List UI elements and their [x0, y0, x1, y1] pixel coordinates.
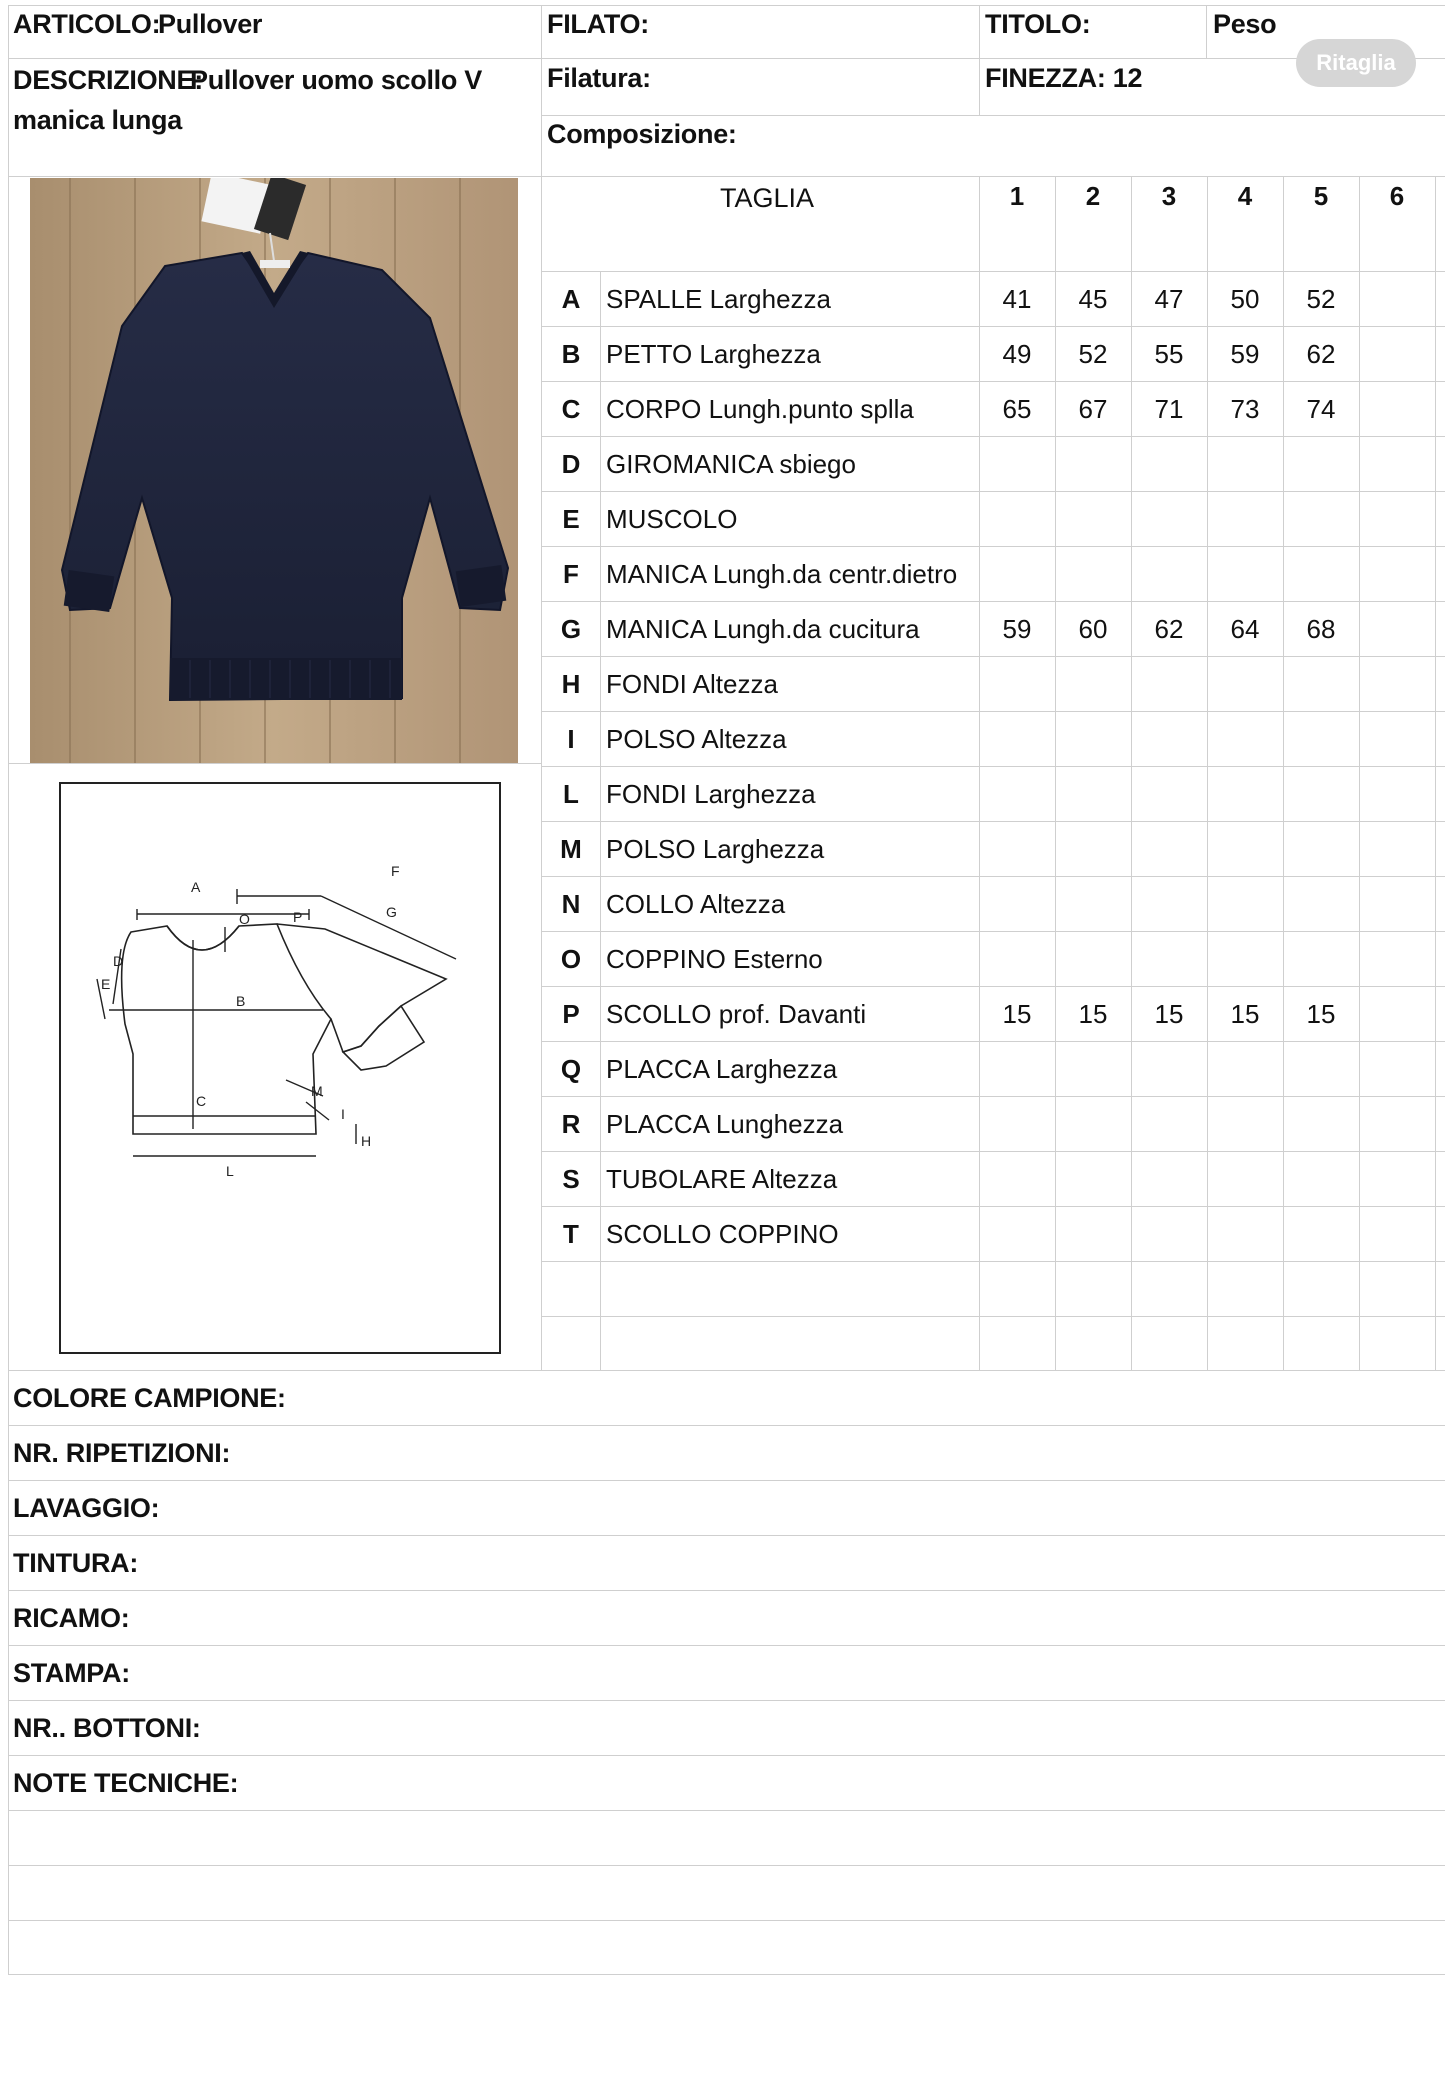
articolo-value: Pullover — [158, 9, 263, 39]
svg-text:O: O — [239, 911, 250, 927]
filato-label: FILATO: — [547, 9, 649, 39]
descrizione-line-2: manica lunga — [13, 105, 182, 135]
row-measurement-label: MANICA Lungh.da cucitura — [606, 614, 920, 644]
size-value-cell[interactable]: 74 — [1306, 394, 1336, 424]
row-letter: G — [560, 614, 582, 644]
size-value-cell[interactable]: 60 — [1078, 614, 1108, 644]
size-header-5: 5 — [1313, 181, 1329, 211]
size-value-cell[interactable]: 73 — [1230, 394, 1260, 424]
footer-field-label: TINTURA: — [13, 1548, 139, 1578]
svg-text:I: I — [341, 1106, 345, 1122]
row-letter: E — [562, 504, 580, 534]
taglia-header: TAGLIA — [720, 183, 815, 213]
footer-field-label: NR.. BOTTONI: — [13, 1713, 201, 1743]
descrizione-label: DESCRIZIONE: — [13, 65, 203, 95]
row-measurement-label: POLSO Larghezza — [606, 834, 825, 864]
row-measurement-label: TUBOLARE Altezza — [606, 1164, 838, 1194]
footer-field-label: NOTE TECNICHE: — [13, 1768, 239, 1798]
articolo-label: ARTICOLO: — [13, 9, 161, 39]
row-measurement-label: MUSCOLO — [606, 504, 738, 534]
svg-text:F: F — [391, 863, 400, 879]
row-letter: L — [563, 779, 579, 809]
svg-text:E: E — [101, 976, 111, 992]
row-letter: Q — [560, 1054, 582, 1084]
sweater-image — [30, 178, 518, 763]
filatura-label: Filatura: — [547, 63, 651, 93]
footer-field-label: LAVAGGIO: — [13, 1493, 160, 1523]
size-value-cell[interactable]: 64 — [1230, 614, 1260, 644]
row-letter: S — [562, 1164, 580, 1194]
size-value-cell[interactable]: 15 — [1002, 999, 1032, 1029]
svg-text:P: P — [293, 909, 303, 925]
size-value-cell[interactable]: 65 — [1002, 394, 1032, 424]
row-measurement-label: POLSO Altezza — [606, 724, 787, 754]
row-letter: M — [560, 834, 582, 864]
row-measurement-label: PLACCA Lunghezza — [606, 1109, 844, 1139]
size-value-cell[interactable]: 15 — [1306, 999, 1336, 1029]
row-measurement-label: FONDI Altezza — [606, 669, 778, 699]
svg-text:D: D — [113, 953, 124, 969]
size-value-cell[interactable]: 71 — [1154, 394, 1184, 424]
svg-text:C: C — [196, 1093, 207, 1109]
svg-text:H: H — [361, 1133, 372, 1149]
size-value-cell[interactable]: 47 — [1154, 284, 1184, 314]
size-value-cell[interactable]: 52 — [1078, 339, 1108, 369]
finezza-label: FINEZZA: 12 — [985, 63, 1143, 93]
svg-text:A: A — [191, 879, 201, 895]
row-measurement-label: PETTO Larghezza — [606, 339, 821, 369]
size-value-cell[interactable]: 68 — [1306, 614, 1336, 644]
composizione-label: Composizione: — [547, 119, 737, 149]
row-letter: F — [563, 559, 579, 589]
svg-text:M: M — [311, 1083, 323, 1099]
crop-button[interactable]: Ritaglia — [1296, 39, 1416, 87]
row-letter: R — [561, 1109, 581, 1139]
row-measurement-label: PLACCA Larghezza — [606, 1054, 838, 1084]
size-value-cell[interactable]: 50 — [1230, 284, 1260, 314]
size-value-cell[interactable]: 15 — [1154, 999, 1184, 1029]
size-value-cell[interactable]: 62 — [1306, 339, 1336, 369]
row-measurement-label: SCOLLO COPPINO — [606, 1219, 839, 1249]
size-value-cell[interactable]: 67 — [1078, 394, 1108, 424]
size-value-cell[interactable]: 62 — [1154, 614, 1184, 644]
sweater-diagram — [61, 784, 499, 1352]
row-letter: O — [560, 944, 582, 974]
row-letter: I — [567, 724, 575, 754]
size-value-cell[interactable]: 45 — [1078, 284, 1108, 314]
footer-field-label: RICAMO: — [13, 1603, 130, 1633]
row-measurement-label: GIROMANICA sbiego — [606, 449, 856, 479]
row-letter: H — [561, 669, 581, 699]
row-measurement-label: FONDI Larghezza — [606, 779, 816, 809]
row-letter: B — [561, 339, 581, 369]
product-photo — [30, 178, 518, 763]
size-value-cell[interactable]: 59 — [1230, 339, 1260, 369]
row-measurement-label: SPALLE Larghezza — [606, 284, 831, 314]
titolo-label: TITOLO: — [985, 9, 1091, 39]
svg-text:G: G — [386, 904, 397, 920]
descrizione-line-1: Pullover uomo scollo V — [190, 65, 482, 95]
size-value-cell[interactable]: 55 — [1154, 339, 1184, 369]
row-measurement-label: SCOLLO prof. Davanti — [606, 999, 867, 1029]
size-header-6: 6 — [1389, 181, 1405, 211]
measurement-diagram — [59, 782, 501, 1354]
row-measurement-label: COPPINO Esterno — [606, 944, 823, 974]
row-measurement-label: COLLO Altezza — [606, 889, 786, 919]
svg-text:L: L — [226, 1163, 234, 1179]
size-value-cell[interactable]: 15 — [1230, 999, 1260, 1029]
footer-field-label: NR. RIPETIZIONI: — [13, 1438, 231, 1468]
row-letter: C — [561, 394, 581, 424]
row-letter: D — [561, 449, 581, 479]
row-letter: N — [561, 889, 581, 919]
size-value-cell[interactable]: 41 — [1002, 284, 1032, 314]
peso-label: Peso — [1213, 9, 1277, 39]
size-value-cell[interactable]: 15 — [1078, 999, 1108, 1029]
size-header-2: 2 — [1085, 181, 1101, 211]
row-measurement-label: CORPO Lungh.punto splla — [606, 394, 914, 424]
size-value-cell[interactable]: 59 — [1002, 614, 1032, 644]
row-letter: P — [562, 999, 580, 1029]
size-header-4: 4 — [1237, 181, 1253, 211]
footer-field-label: COLORE CAMPIONE: — [13, 1383, 286, 1413]
row-measurement-label: MANICA Lungh.da centr.dietro — [606, 559, 958, 589]
footer-field-label: STAMPA: — [13, 1658, 130, 1688]
size-value-cell[interactable]: 49 — [1002, 339, 1032, 369]
row-letter: T — [563, 1219, 579, 1249]
row-letter: A — [561, 284, 581, 314]
size-header-1: 1 — [1009, 181, 1025, 211]
svg-text:B: B — [236, 993, 246, 1009]
size-header-3: 3 — [1161, 181, 1177, 211]
size-value-cell[interactable]: 52 — [1306, 284, 1336, 314]
